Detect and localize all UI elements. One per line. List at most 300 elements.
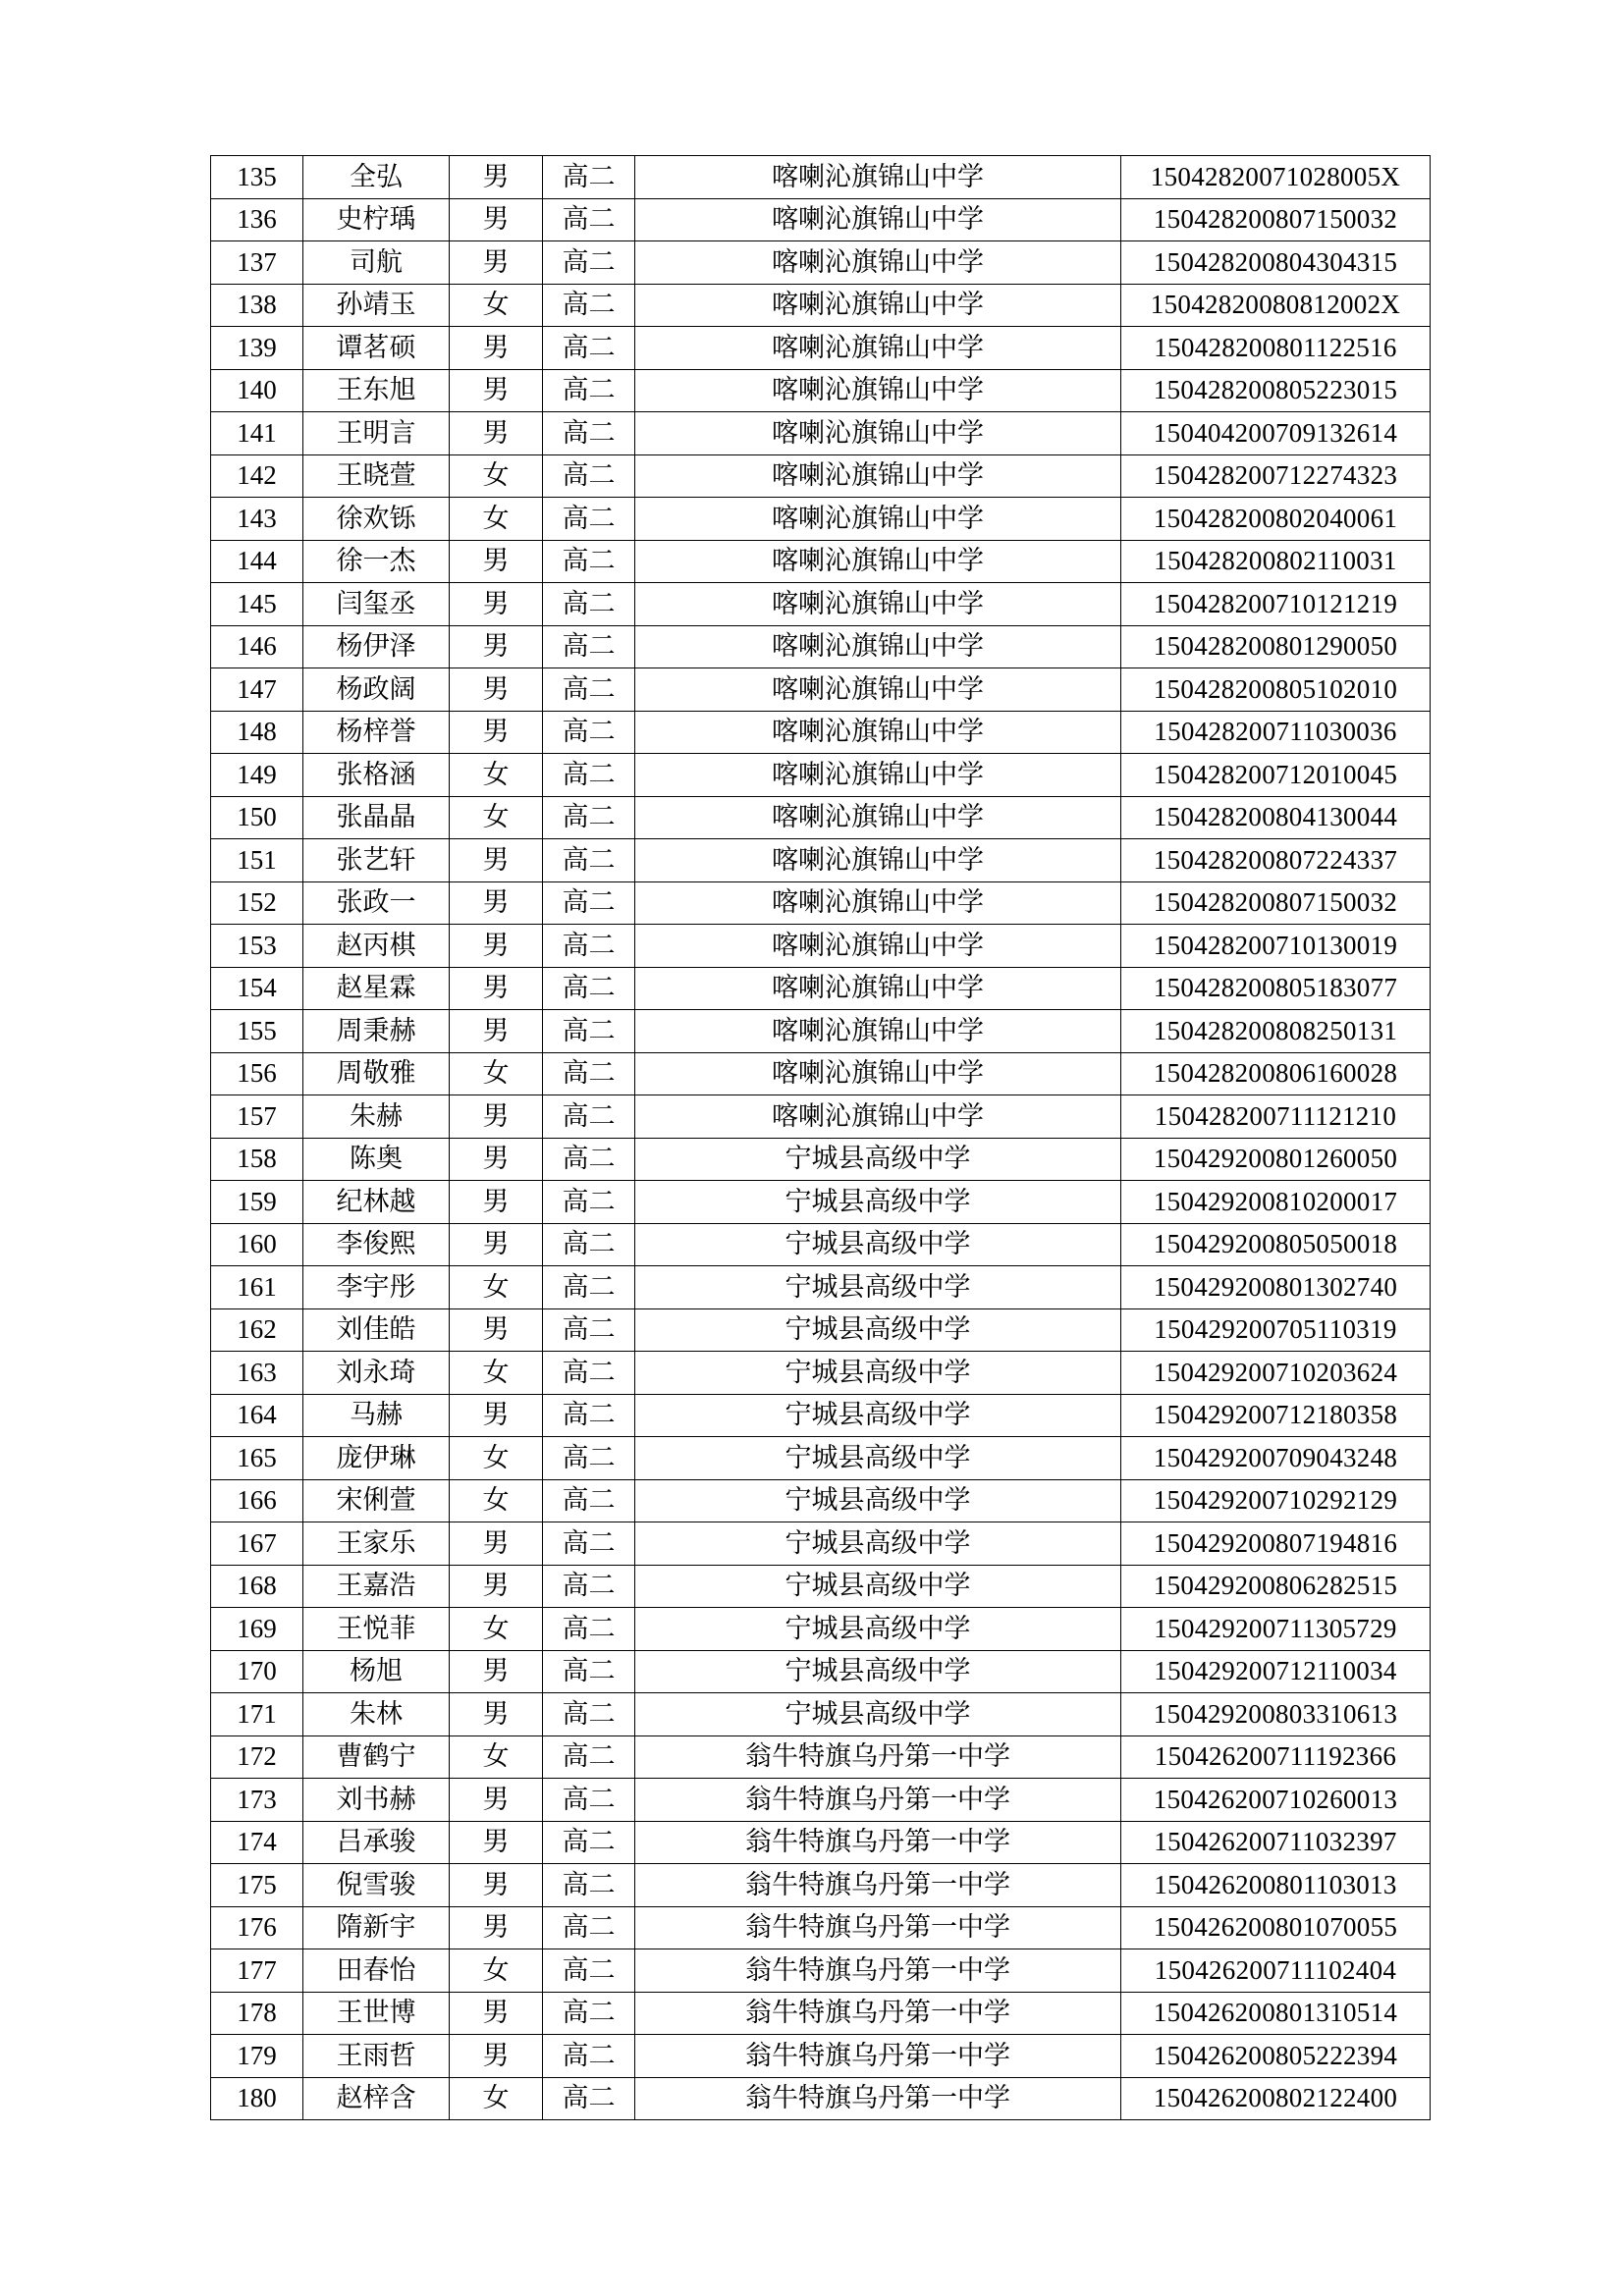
row-number: 158 [211,1138,303,1181]
student-name: 张晶晶 [303,796,450,839]
student-name: 王晓萱 [303,454,450,498]
student-name: 李宇彤 [303,1266,450,1309]
grade: 高二 [543,198,635,241]
gender: 女 [450,1352,543,1395]
gender: 男 [450,1010,543,1053]
grade: 高二 [543,711,635,754]
gender: 男 [450,1779,543,1822]
gender: 女 [450,2077,543,2120]
gender: 女 [450,1479,543,1522]
id-number: 150429200805050018 [1121,1223,1431,1266]
school-name: 喀喇沁旗锦山中学 [635,540,1121,583]
id-number: 15042820071028005X [1121,156,1431,199]
row-number: 157 [211,1095,303,1139]
gender: 男 [450,2035,543,2078]
id-number: 150428200805183077 [1121,967,1431,1010]
table-row [211,156,1431,199]
row-number: 147 [211,668,303,712]
grade: 高二 [543,1522,635,1566]
school-name: 喀喇沁旗锦山中学 [635,1095,1121,1139]
gender: 男 [450,156,543,199]
row-number: 148 [211,711,303,754]
row-number: 142 [211,454,303,498]
row-number: 155 [211,1010,303,1053]
student-name: 王世博 [303,1992,450,2035]
row-number: 161 [211,1266,303,1309]
grade: 高二 [543,1437,635,1480]
table-row [211,327,1431,370]
grade: 高二 [543,454,635,498]
table-row [211,1052,1431,1095]
row-number: 174 [211,1821,303,1864]
student-roster-table [210,155,1431,2120]
gender: 女 [450,1949,543,1993]
table-row [211,1266,1431,1309]
school-name: 翁牛特旗乌丹第一中学 [635,1864,1121,1907]
school-name: 喀喇沁旗锦山中学 [635,369,1121,412]
school-name: 喀喇沁旗锦山中学 [635,198,1121,241]
table-row [211,839,1431,882]
school-name: 喀喇沁旗锦山中学 [635,1010,1121,1053]
table-row [211,1181,1431,1224]
grade: 高二 [543,1095,635,1139]
row-number: 168 [211,1565,303,1608]
table-row [211,881,1431,925]
gender: 男 [450,1308,543,1352]
gender: 男 [450,967,543,1010]
school-name: 宁城县高级中学 [635,1394,1121,1437]
table-row [211,1138,1431,1181]
gender: 女 [450,754,543,797]
id-number: 150428200804130044 [1121,796,1431,839]
grade: 高二 [543,1479,635,1522]
table-row [211,1650,1431,1693]
id-number: 150429200709043248 [1121,1437,1431,1480]
student-name: 张政一 [303,881,450,925]
id-number: 150428200802040061 [1121,498,1431,541]
table-row [211,1608,1431,1651]
school-name: 翁牛特旗乌丹第一中学 [635,1949,1121,1993]
row-number: 145 [211,583,303,626]
gender: 男 [450,625,543,668]
gender: 男 [450,1650,543,1693]
grade: 高二 [543,1992,635,2035]
gender: 男 [450,540,543,583]
school-name: 宁城县高级中学 [635,1266,1121,1309]
grade: 高二 [543,1223,635,1266]
table-row [211,1394,1431,1437]
student-name: 徐一杰 [303,540,450,583]
row-number: 160 [211,1223,303,1266]
grade: 高二 [543,839,635,882]
gender: 男 [450,241,543,285]
gender: 女 [450,498,543,541]
row-number: 153 [211,925,303,968]
id-number: 150428200801122516 [1121,327,1431,370]
school-name: 喀喇沁旗锦山中学 [635,412,1121,455]
grade: 高二 [543,1735,635,1779]
gender: 男 [450,1693,543,1736]
school-name: 喀喇沁旗锦山中学 [635,839,1121,882]
grade: 高二 [543,540,635,583]
row-number: 162 [211,1308,303,1352]
grade: 高二 [543,1565,635,1608]
grade: 高二 [543,1779,635,1822]
school-name: 喀喇沁旗锦山中学 [635,754,1121,797]
school-name: 宁城县高级中学 [635,1479,1121,1522]
grade: 高二 [543,583,635,626]
student-name: 杨旭 [303,1650,450,1693]
row-number: 151 [211,839,303,882]
grade: 高二 [543,967,635,1010]
table-row [211,796,1431,839]
grade: 高二 [543,1308,635,1352]
gender: 女 [450,1266,543,1309]
table-row [211,454,1431,498]
school-name: 喀喇沁旗锦山中学 [635,583,1121,626]
school-name: 喀喇沁旗锦山中学 [635,925,1121,968]
grade: 高二 [543,1608,635,1651]
row-number: 167 [211,1522,303,1566]
table-row [211,284,1431,327]
gender: 男 [450,1992,543,2035]
table-row [211,1735,1431,1779]
id-number: 150428200808250131 [1121,1010,1431,1053]
school-name: 宁城县高级中学 [635,1650,1121,1693]
student-name: 杨政阔 [303,668,450,712]
gender: 女 [450,1608,543,1651]
id-number: 150429200810200017 [1121,1181,1431,1224]
grade: 高二 [543,1266,635,1309]
student-name: 赵星霖 [303,967,450,1010]
grade: 高二 [543,1821,635,1864]
table-row [211,1693,1431,1736]
row-number: 172 [211,1735,303,1779]
row-number: 180 [211,2077,303,2120]
id-number: 150428200807224337 [1121,839,1431,882]
id-number: 150428200805223015 [1121,369,1431,412]
id-number: 150429200705110319 [1121,1308,1431,1352]
school-name: 翁牛特旗乌丹第一中学 [635,1735,1121,1779]
table-row [211,711,1431,754]
id-number: 150426200711032397 [1121,1821,1431,1864]
table-row [211,540,1431,583]
row-number: 136 [211,198,303,241]
grade: 高二 [543,796,635,839]
row-number: 170 [211,1650,303,1693]
student-name: 周敬雅 [303,1052,450,1095]
table-row [211,625,1431,668]
student-name: 杨梓誉 [303,711,450,754]
student-name: 纪林越 [303,1181,450,1224]
id-number: 15042820080812002X [1121,284,1431,327]
id-number: 150426200802122400 [1121,2077,1431,2120]
row-number: 144 [211,540,303,583]
student-name: 曹鹤宁 [303,1735,450,1779]
id-number: 150429200801302740 [1121,1266,1431,1309]
row-number: 175 [211,1864,303,1907]
gender: 男 [450,1565,543,1608]
school-name: 宁城县高级中学 [635,1608,1121,1651]
school-name: 宁城县高级中学 [635,1693,1121,1736]
student-name: 孙靖玉 [303,284,450,327]
row-number: 171 [211,1693,303,1736]
student-name: 杨伊泽 [303,625,450,668]
row-number: 177 [211,1949,303,1993]
school-name: 宁城县高级中学 [635,1308,1121,1352]
grade: 高二 [543,1138,635,1181]
table-row [211,1308,1431,1352]
school-name: 喀喇沁旗锦山中学 [635,327,1121,370]
id-number: 150426200711102404 [1121,1949,1431,1993]
student-name: 全弘 [303,156,450,199]
school-name: 喀喇沁旗锦山中学 [635,156,1121,199]
student-name: 周秉赫 [303,1010,450,1053]
school-name: 喀喇沁旗锦山中学 [635,1052,1121,1095]
id-number: 150429200806282515 [1121,1565,1431,1608]
student-name: 赵梓含 [303,2077,450,2120]
school-name: 翁牛特旗乌丹第一中学 [635,1821,1121,1864]
table-row [211,1522,1431,1566]
row-number: 156 [211,1052,303,1095]
table-row [211,198,1431,241]
grade: 高二 [543,412,635,455]
id-number: 150429200801260050 [1121,1138,1431,1181]
school-name: 喀喇沁旗锦山中学 [635,625,1121,668]
school-name: 宁城县高级中学 [635,1352,1121,1395]
id-number: 150426200801070055 [1121,1906,1431,1949]
gender: 女 [450,1735,543,1779]
row-number: 169 [211,1608,303,1651]
student-name: 闫玺丞 [303,583,450,626]
row-number: 154 [211,967,303,1010]
table-body [211,156,1431,2120]
student-name: 史柠瑀 [303,198,450,241]
gender: 女 [450,454,543,498]
grade: 高二 [543,1052,635,1095]
row-number: 152 [211,881,303,925]
gender: 男 [450,412,543,455]
school-name: 宁城县高级中学 [635,1522,1121,1566]
grade: 高二 [543,1906,635,1949]
table-row [211,925,1431,968]
school-name: 宁城县高级中学 [635,1565,1121,1608]
id-number: 150428200801290050 [1121,625,1431,668]
student-name: 隋新宇 [303,1906,450,1949]
grade: 高二 [543,668,635,712]
student-name: 徐欢铄 [303,498,450,541]
row-number: 135 [211,156,303,199]
table-row [211,1779,1431,1822]
id-number: 150426200805222394 [1121,2035,1431,2078]
id-number: 150426200801103013 [1121,1864,1431,1907]
grade: 高二 [543,925,635,968]
grade: 高二 [543,1010,635,1053]
gender: 男 [450,583,543,626]
table-row [211,1223,1431,1266]
gender: 男 [450,1394,543,1437]
id-number: 150428200807150032 [1121,881,1431,925]
school-name: 翁牛特旗乌丹第一中学 [635,1779,1121,1822]
id-number: 150428200711121210 [1121,1095,1431,1139]
grade: 高二 [543,498,635,541]
gender: 男 [450,925,543,968]
student-name: 庞伊琳 [303,1437,450,1480]
table-row [211,583,1431,626]
row-number: 137 [211,241,303,285]
row-number: 164 [211,1394,303,1437]
school-name: 宁城县高级中学 [635,1181,1121,1224]
row-number: 149 [211,754,303,797]
school-name: 宁城县高级中学 [635,1138,1121,1181]
id-number: 150428200710130019 [1121,925,1431,968]
grade: 高二 [543,1181,635,1224]
table-row [211,369,1431,412]
student-name: 陈奥 [303,1138,450,1181]
id-number: 150429200710203624 [1121,1352,1431,1395]
id-number: 150428200807150032 [1121,198,1431,241]
school-name: 喀喇沁旗锦山中学 [635,881,1121,925]
table-row [211,1906,1431,1949]
student-name: 吕承骏 [303,1821,450,1864]
grade: 高二 [543,2077,635,2120]
student-name: 张艺轩 [303,839,450,882]
grade: 高二 [543,156,635,199]
id-number: 150428200711030036 [1121,711,1431,754]
grade: 高二 [543,2035,635,2078]
student-name: 马赫 [303,1394,450,1437]
row-number: 173 [211,1779,303,1822]
id-number: 150426200801310514 [1121,1992,1431,2035]
school-name: 喀喇沁旗锦山中学 [635,241,1121,285]
table-row [211,1821,1431,1864]
grade: 高二 [543,1650,635,1693]
student-name: 李俊熙 [303,1223,450,1266]
table-row [211,241,1431,285]
school-name: 喀喇沁旗锦山中学 [635,967,1121,1010]
table-row [211,967,1431,1010]
row-number: 176 [211,1906,303,1949]
gender: 男 [450,1223,543,1266]
student-name: 王嘉浩 [303,1565,450,1608]
table-row [211,1095,1431,1139]
gender: 男 [450,1864,543,1907]
school-name: 喀喇沁旗锦山中学 [635,284,1121,327]
school-name: 宁城县高级中学 [635,1437,1121,1480]
gender: 男 [450,1095,543,1139]
grade: 高二 [543,1864,635,1907]
row-number: 140 [211,369,303,412]
gender: 男 [450,1522,543,1566]
gender: 男 [450,1906,543,1949]
student-name: 张格涵 [303,754,450,797]
row-number: 141 [211,412,303,455]
student-name: 王悦菲 [303,1608,450,1651]
student-name: 王家乐 [303,1522,450,1566]
row-number: 143 [211,498,303,541]
school-name: 宁城县高级中学 [635,1223,1121,1266]
gender: 男 [450,198,543,241]
table-row [211,1992,1431,2035]
id-number: 150426200710260013 [1121,1779,1431,1822]
grade: 高二 [543,754,635,797]
id-number: 150428200710121219 [1121,583,1431,626]
grade: 高二 [543,1394,635,1437]
id-number: 150428200804304315 [1121,241,1431,285]
grade: 高二 [543,369,635,412]
id-number: 150429200711305729 [1121,1608,1431,1651]
gender: 男 [450,839,543,882]
row-number: 150 [211,796,303,839]
student-name: 王明言 [303,412,450,455]
grade: 高二 [543,241,635,285]
school-name: 喀喇沁旗锦山中学 [635,454,1121,498]
gender: 女 [450,1437,543,1480]
gender: 男 [450,369,543,412]
student-name: 倪雪骏 [303,1864,450,1907]
id-number: 150429200807194816 [1121,1522,1431,1566]
id-number: 150428200806160028 [1121,1052,1431,1095]
student-name: 朱赫 [303,1095,450,1139]
school-name: 翁牛特旗乌丹第一中学 [635,1906,1121,1949]
row-number: 179 [211,2035,303,2078]
row-number: 159 [211,1181,303,1224]
table-row [211,1864,1431,1907]
gender: 男 [450,881,543,925]
table-row [211,1479,1431,1522]
gender: 男 [450,1821,543,1864]
student-name: 谭茗硕 [303,327,450,370]
gender: 女 [450,796,543,839]
student-name: 王东旭 [303,369,450,412]
table-row [211,498,1431,541]
table-row [211,1437,1431,1480]
gender: 男 [450,327,543,370]
school-name: 喀喇沁旗锦山中学 [635,711,1121,754]
id-number: 150428200712274323 [1121,454,1431,498]
id-number: 150429200712180358 [1121,1394,1431,1437]
school-name: 喀喇沁旗锦山中学 [635,668,1121,712]
grade: 高二 [543,1949,635,1993]
grade: 高二 [543,625,635,668]
table-row [211,1949,1431,1993]
gender: 男 [450,1181,543,1224]
gender: 男 [450,711,543,754]
student-name: 宋俐萱 [303,1479,450,1522]
student-name: 刘书赫 [303,1779,450,1822]
school-name: 翁牛特旗乌丹第一中学 [635,1992,1121,2035]
student-name: 司航 [303,241,450,285]
gender: 女 [450,284,543,327]
row-number: 138 [211,284,303,327]
id-number: 150429200803310613 [1121,1693,1431,1736]
school-name: 喀喇沁旗锦山中学 [635,796,1121,839]
row-number: 163 [211,1352,303,1395]
school-name: 翁牛特旗乌丹第一中学 [635,2035,1121,2078]
row-number: 178 [211,1992,303,2035]
gender: 男 [450,1138,543,1181]
id-number: 150428200712010045 [1121,754,1431,797]
student-name: 赵丙棋 [303,925,450,968]
grade: 高二 [543,1693,635,1736]
grade: 高二 [543,1352,635,1395]
gender: 女 [450,1052,543,1095]
grade: 高二 [543,327,635,370]
table-row [211,2077,1431,2120]
id-number: 150404200709132614 [1121,412,1431,455]
student-name: 田春怡 [303,1949,450,1993]
id-number: 150429200712110034 [1121,1650,1431,1693]
